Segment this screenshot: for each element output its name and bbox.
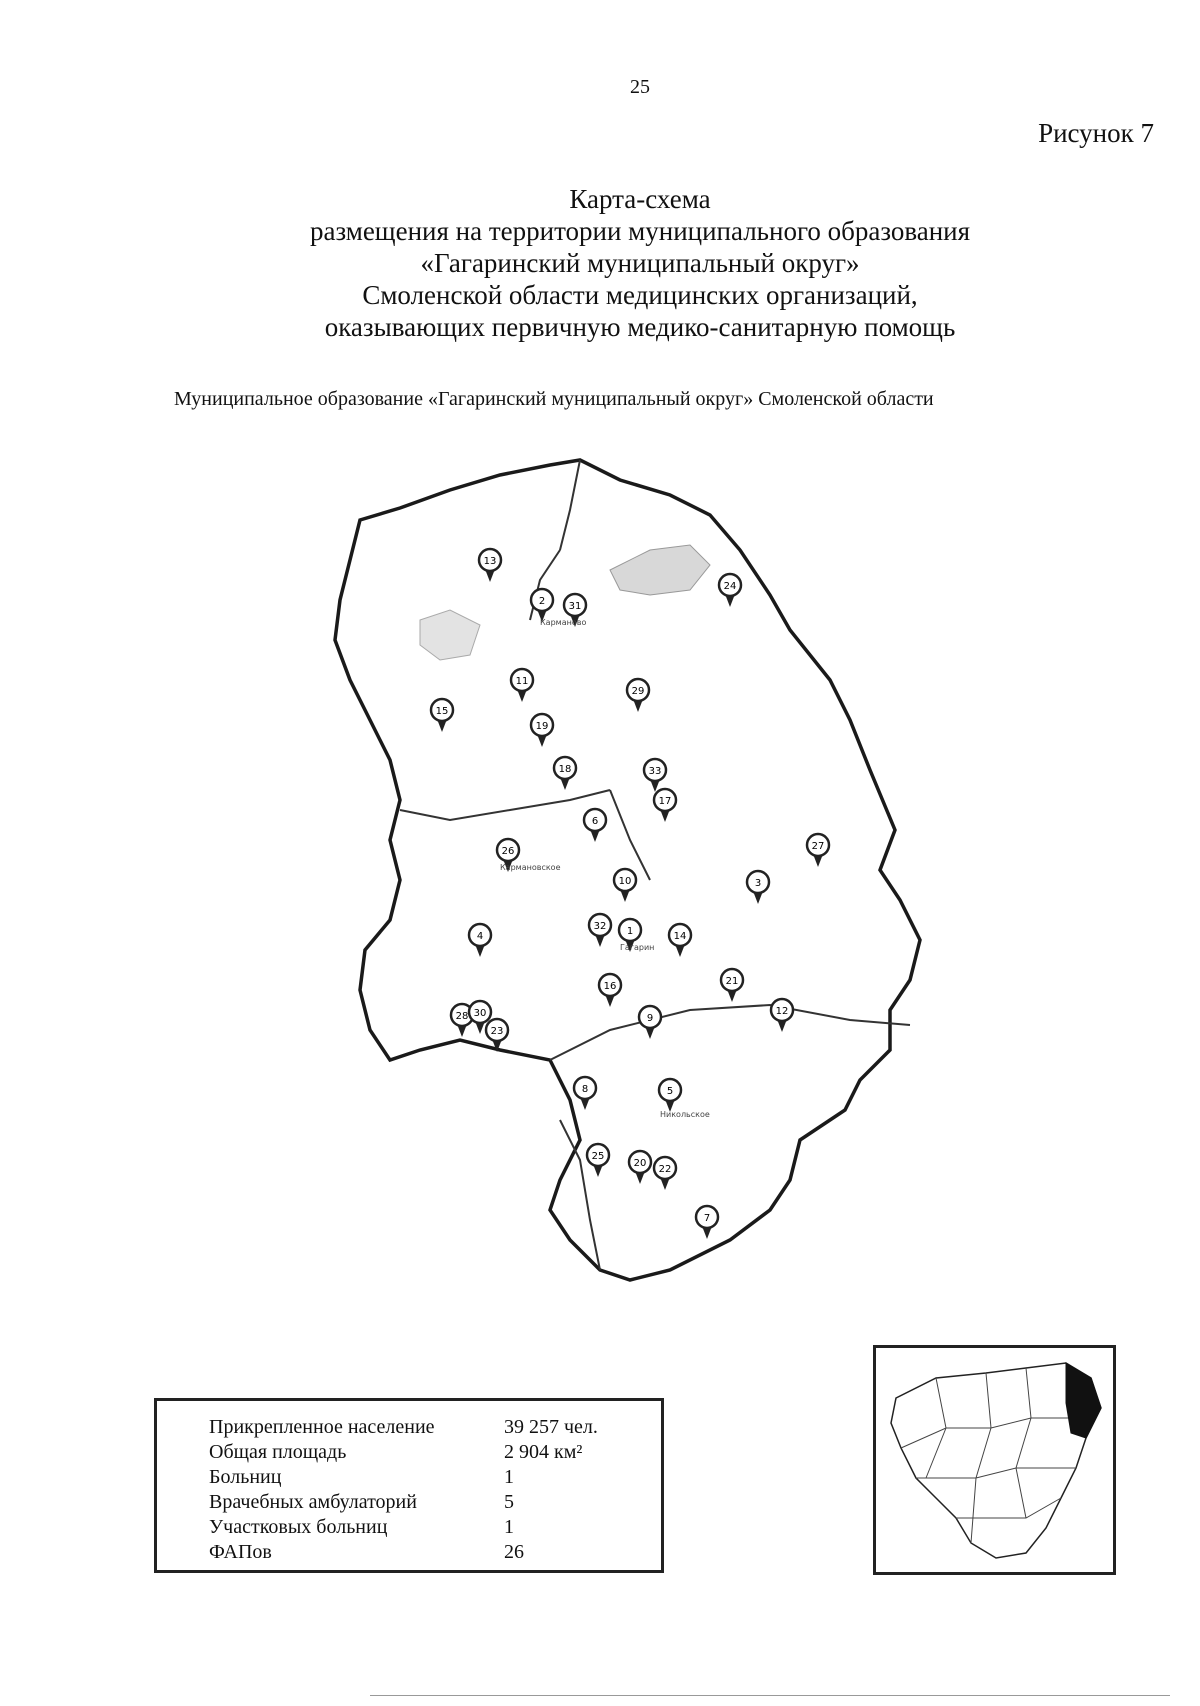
marker-label: 32 bbox=[593, 921, 607, 932]
title-line: размещения на территории муниципального образования bbox=[309, 216, 971, 246]
place-label: Никольское bbox=[660, 1110, 710, 1119]
marker-label: 20 bbox=[633, 1158, 647, 1169]
stats-value: 5 bbox=[504, 1491, 514, 1513]
figure-label: Рисунок 7 bbox=[1038, 118, 1154, 148]
stats-label: ФАПов bbox=[209, 1541, 272, 1563]
marker-label: 7 bbox=[703, 1213, 711, 1224]
scan-edge-artifact bbox=[370, 1694, 1170, 1698]
stats-label: Больниц bbox=[209, 1466, 282, 1488]
marker-label: 5 bbox=[666, 1086, 674, 1097]
map-title bbox=[250, 183, 1030, 343]
stats-value: 1 bbox=[504, 1466, 514, 1488]
marker-label: 21 bbox=[725, 976, 739, 987]
place-label: Кармановское bbox=[500, 863, 561, 872]
stats-value: 26 bbox=[504, 1541, 524, 1563]
marker-label: 18 bbox=[558, 764, 572, 775]
marker-label: 16 bbox=[603, 981, 617, 992]
marker-label: 17 bbox=[658, 796, 672, 807]
place-label: Гагарин bbox=[620, 943, 655, 952]
marker-label: 26 bbox=[501, 846, 515, 857]
stats-row bbox=[209, 1515, 661, 1540]
title-line: оказывающих первичную медико-санитарную помощь bbox=[324, 312, 956, 342]
marker-label: 2 bbox=[538, 596, 546, 607]
marker-label: 27 bbox=[811, 841, 825, 852]
stats-row bbox=[209, 1465, 661, 1490]
stats-label: Общая площадь bbox=[209, 1441, 347, 1463]
stats-value: 2 904 км² bbox=[504, 1441, 583, 1463]
region-locator-map bbox=[876, 1348, 1113, 1572]
stats-row bbox=[209, 1440, 661, 1465]
marker-label: 8 bbox=[581, 1084, 589, 1095]
marker-label: 19 bbox=[535, 721, 549, 732]
title-line: Смоленской области медицинских организаций, bbox=[362, 280, 918, 310]
district-map bbox=[150, 420, 1150, 1410]
stats-row bbox=[209, 1490, 661, 1515]
marker-label: 6 bbox=[591, 816, 599, 827]
marker-label: 22 bbox=[658, 1164, 672, 1175]
marker-label: 28 bbox=[455, 1011, 469, 1022]
stats-row bbox=[209, 1415, 661, 1440]
statistics-table bbox=[154, 1398, 664, 1573]
stats-label: Врачебных амбулаторий bbox=[209, 1491, 417, 1513]
stats-value: 1 bbox=[504, 1516, 514, 1538]
marker-label: 9 bbox=[646, 1013, 654, 1024]
marker-label: 1 bbox=[626, 926, 634, 937]
marker-label: 29 bbox=[631, 686, 645, 697]
title-line: «Гагаринский муниципальный округ» bbox=[420, 248, 860, 278]
stats-value: 39 257 чел. bbox=[504, 1416, 598, 1438]
marker-label: 11 bbox=[515, 676, 529, 687]
marker-label: 12 bbox=[775, 1006, 789, 1017]
stats-label: Участковых больниц bbox=[209, 1516, 388, 1538]
marker-label: 15 bbox=[435, 706, 449, 717]
page-number: 25 bbox=[630, 76, 650, 98]
title-line: Карта-схема bbox=[569, 184, 711, 214]
marker-label: 33 bbox=[648, 766, 662, 777]
marker-label: 13 bbox=[483, 556, 497, 567]
marker-label: 24 bbox=[723, 581, 737, 592]
marker-label: 31 bbox=[568, 601, 582, 612]
stats-label: Прикрепленное население bbox=[209, 1416, 435, 1438]
marker-label: 25 bbox=[591, 1151, 605, 1162]
marker-label: 14 bbox=[673, 931, 687, 942]
place-label: Карманово bbox=[540, 618, 587, 627]
region-locator-inset bbox=[873, 1345, 1116, 1575]
marker-label: 30 bbox=[473, 1008, 487, 1019]
map-heading: Муниципальное образование «Гагаринский муниципальный округ» Смоленской области bbox=[174, 388, 934, 410]
marker-label: 23 bbox=[490, 1026, 504, 1037]
marker-label: 10 bbox=[618, 876, 632, 887]
marker-label: 4 bbox=[476, 931, 484, 942]
stats-row bbox=[209, 1540, 661, 1565]
marker-label: 3 bbox=[754, 878, 762, 889]
district-map-svg bbox=[150, 420, 1150, 1410]
highlighted-district bbox=[1066, 1363, 1101, 1438]
